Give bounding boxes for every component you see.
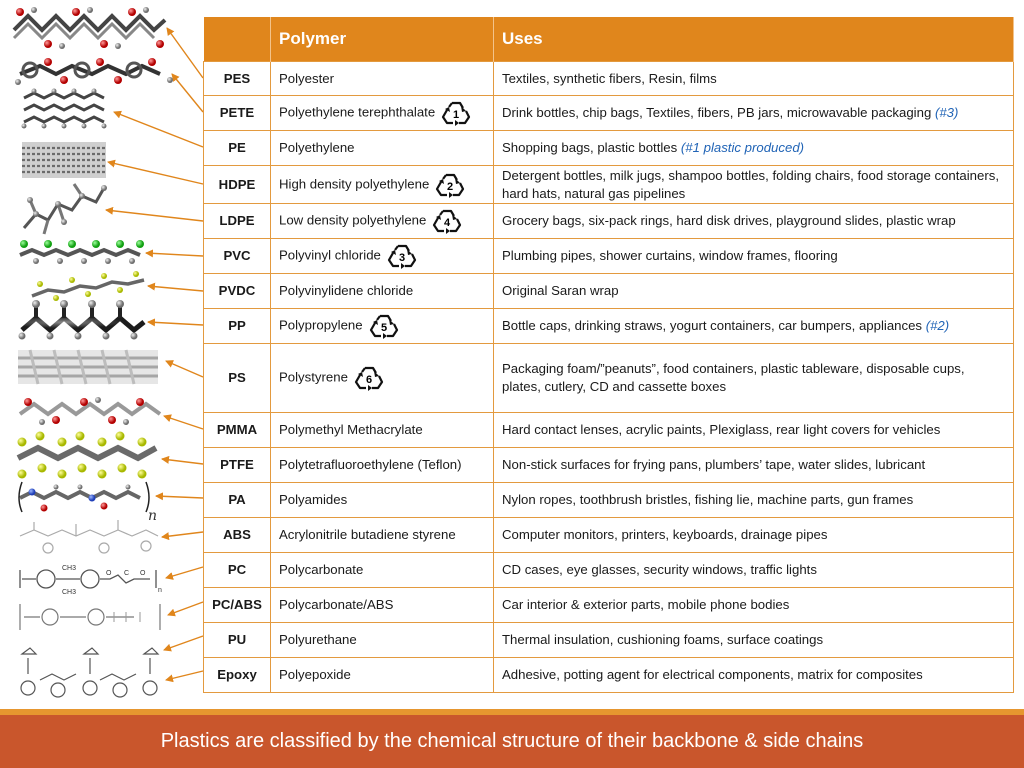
polymer-uses-cell — [494, 553, 1014, 588]
table-body — [204, 62, 1014, 693]
pe-molecule — [22, 89, 107, 129]
polymer-name-cell — [271, 588, 494, 623]
recycle-code-number: 5 — [380, 322, 387, 334]
table-row-pa — [204, 483, 1014, 518]
polymer-name-cell — [271, 518, 494, 553]
polymer-uses-cell — [494, 413, 1014, 448]
footer-text: Plastics are classified by the chemical structure of their backbone & side chains — [160, 730, 864, 752]
table-row-ldpe — [204, 204, 1014, 239]
polymer-abbr: PA — [204, 483, 271, 518]
uses-note: (#1 plastic produced) — [680, 140, 805, 155]
polymer-uses-cell — [494, 96, 1014, 131]
polymer-uses: Computer monitors, printers, keyboards, drainage pipes — [502, 527, 828, 542]
polymer-name-cell — [271, 658, 494, 693]
polymer-abbr: ABS — [204, 518, 271, 553]
recycle-code-number: 2 — [447, 180, 454, 193]
polymer-abbr: PE — [204, 131, 271, 166]
polymer-uses: Packaging foam/”peanuts”, food containers, plastic tableware, disposable cups, plates, cutlery, CD and cassette boxes — [502, 361, 965, 394]
polymer-uses: Non-stick surfaces for frying pans, plumbers’ tape, water slides, lubricant — [502, 457, 926, 472]
polymer-uses: CD cases, eye glasses, security windows, traffic lights — [502, 562, 817, 577]
polymer-uses-cell — [494, 588, 1014, 623]
table-row-pmma — [204, 413, 1014, 448]
table-row-pc-abs — [204, 588, 1014, 623]
polymer-uses-cell — [494, 309, 1014, 344]
polymer-abbr: PP — [204, 309, 271, 344]
table-row-pu — [204, 623, 1014, 658]
pp-molecule — [19, 300, 145, 340]
uses-note: (#2) — [925, 318, 950, 333]
table-row-pvc — [204, 239, 1014, 274]
polymer-abbr: LDPE — [204, 204, 271, 239]
polymer-uses: Textiles, synthetic fibers, Resin, films — [502, 70, 717, 86]
table-row-epoxy — [204, 658, 1014, 693]
polymer-name-cell — [271, 239, 494, 274]
polymer-name: Polypropylene — [279, 317, 363, 333]
polymer-name-cell — [271, 344, 494, 413]
polymer-name: Polyvinylidene chloride — [279, 283, 414, 298]
header-abbr — [204, 17, 271, 62]
table-row-pe — [204, 131, 1014, 166]
polymer-abbr: PC/ABS — [204, 588, 271, 623]
pc-oxygen-b: O — [140, 570, 146, 577]
table-row-pvdc — [204, 274, 1014, 309]
ps-molecule — [18, 350, 158, 384]
polymer-uses-cell — [494, 448, 1014, 483]
polymer-name-cell — [271, 483, 494, 518]
polymer-name-cell — [271, 553, 494, 588]
pa-repeat-label: n — [148, 508, 158, 524]
polymer-uses-cell — [494, 239, 1014, 274]
polymer-uses: Detergent bottles, milk jugs, shampoo bottles, folding chairs, food storage containers, hard hats, natural gas pipelines — [502, 167, 999, 201]
footer-banner — [0, 715, 1024, 768]
polymer-name-cell — [271, 166, 494, 204]
pvdc-molecule — [32, 271, 144, 301]
pa-molecule — [19, 482, 157, 524]
table-row-hdpe — [204, 166, 1014, 204]
polymer-abbr: PES — [204, 62, 271, 96]
table-row-pp — [204, 309, 1014, 344]
polymer-uses: Drink bottles, chip bags, Textiles, fibers, PB jars, microwavable packaging — [502, 105, 932, 120]
polymer-uses-cell — [494, 518, 1014, 553]
polymer-name-cell — [271, 131, 494, 166]
recycle-code-icon — [435, 171, 465, 199]
polymer-name: Polyethylene — [279, 140, 355, 155]
polymer-uses-cell — [494, 344, 1014, 413]
polymer-name: Polyvinyl chloride — [279, 247, 381, 263]
polymer-name: Acrylonitrile butadiene styrene — [279, 527, 456, 542]
pete-molecule — [15, 58, 173, 85]
recycle-code-number: 6 — [365, 374, 372, 386]
polymer-name-cell — [271, 62, 494, 96]
polymer-uses-cell — [494, 204, 1014, 239]
polymer-uses-cell — [494, 166, 1014, 204]
polymer-abbr: PETE — [204, 96, 271, 131]
polymer-name: Polyurethane — [279, 632, 357, 647]
pmma-molecule — [20, 397, 160, 425]
polymer-name-cell — [271, 413, 494, 448]
polymer-uses: Hard contact lenses, acrylic paints, Plexiglass, rear light covers for vehicles — [502, 422, 941, 437]
polymer-uses-cell — [494, 131, 1014, 166]
table-row-abs — [204, 518, 1014, 553]
header-uses: Uses — [494, 17, 1014, 62]
polymer-uses-cell — [494, 658, 1014, 693]
recycle-code-number: 4 — [444, 217, 451, 229]
polymer-uses: Adhesive, potting agent for electrical components, matrix for composites — [502, 667, 923, 682]
table-header-row — [204, 17, 1014, 62]
polymer-name: High density polyethylene — [279, 175, 430, 191]
ldpe-molecule — [24, 184, 107, 234]
recycle-code-number: 3 — [398, 252, 405, 264]
polymer-abbr: PVDC — [204, 274, 271, 309]
ptfe-molecule — [18, 432, 157, 479]
polymer-uses: Bottle caps, drinking straws, yogurt containers, car bumpers, appliances — [502, 318, 923, 333]
polymer-name-cell — [271, 309, 494, 344]
abs-molecule — [20, 520, 158, 553]
recycle-code-icon — [354, 364, 384, 392]
polymer-name: Polycarbonate — [279, 562, 364, 577]
table-row-ps — [204, 344, 1014, 413]
polymer-abbr: PS — [204, 344, 271, 413]
polymer-uses: Shopping bags, plastic bottles — [502, 140, 678, 155]
polymer-table — [203, 17, 1014, 693]
pes-molecule — [14, 7, 165, 49]
polymer-uses-cell — [494, 483, 1014, 518]
header-polymer: Polymer — [271, 17, 494, 62]
molecular-structures-column — [0, 0, 205, 710]
polymer-abbr: Epoxy — [204, 658, 271, 693]
pc-carbon: C — [124, 570, 130, 577]
polymer-abbr: PMMA — [204, 413, 271, 448]
table-row-ptfe — [204, 448, 1014, 483]
recycle-code-icon — [441, 99, 471, 127]
polymer-uses: Plumbing pipes, shower curtains, window frames, flooring — [502, 248, 838, 263]
table-row-pete — [204, 96, 1014, 131]
polymer-uses-cell — [494, 62, 1014, 96]
polymer-uses: Car interior & exterior parts, mobile phone bodies — [502, 597, 790, 612]
polymer-uses: Nylon ropes, toothbrush bristles, fishing lie, machine parts, gun frames — [502, 492, 914, 507]
polymer-name: Polymethyl Methacrylate — [279, 422, 423, 437]
polymer-name: Polystyrene — [279, 369, 348, 385]
polymer-abbr: PU — [204, 623, 271, 658]
polymer-name-cell — [271, 274, 494, 309]
polymer-uses-cell — [494, 274, 1014, 309]
polymer-name: Polycarbonate/ABS — [279, 597, 394, 612]
table-row-pes — [204, 62, 1014, 96]
pc-methyl-bottom: CH3 — [62, 589, 77, 596]
pc-molecule — [20, 565, 162, 596]
polymer-uses: Original Saran wrap — [502, 283, 619, 298]
polymer-uses: Thermal insulation, cushioning foams, surface coatings — [502, 632, 824, 647]
recycle-code-icon — [369, 312, 399, 340]
table-row-pc — [204, 553, 1014, 588]
polymer-name-cell — [271, 204, 494, 239]
recycle-code-icon — [387, 242, 417, 270]
polymer-name: Polytetrafluoroethylene (Teflon) — [279, 457, 462, 472]
recycle-code-number: 1 — [453, 109, 460, 121]
polymer-abbr: PC — [204, 553, 271, 588]
recycle-code-icon — [432, 207, 462, 235]
polymer-name: Low density polyethylene — [279, 212, 427, 228]
pc-abs-molecule — [20, 604, 160, 630]
polymer-name: Polyamides — [279, 492, 348, 507]
polymer-name: Polyester — [279, 70, 334, 86]
polymer-uses-cell — [494, 623, 1014, 658]
polymer-name: Polyepoxide — [279, 667, 351, 682]
polymer-abbr: PVC — [204, 239, 271, 274]
uses-note: (#3) — [934, 105, 959, 120]
polymer-name-cell — [271, 623, 494, 658]
polymer-name-cell — [271, 448, 494, 483]
pvc-molecule — [20, 240, 144, 264]
pc-repeat-n: n — [158, 587, 162, 594]
epoxy-molecule — [21, 648, 158, 697]
polymer-abbr: HDPE — [204, 166, 271, 204]
polymer-name: Polyethylene terephthalate — [279, 104, 436, 120]
polymer-name-cell — [271, 96, 494, 131]
hdpe-molecule — [22, 142, 106, 178]
pc-methyl-top: CH3 — [62, 565, 77, 572]
pc-oxygen-a: O — [106, 570, 112, 577]
polymer-uses: Grocery bags, six-pack rings, hard disk drives, playground slides, plastic wrap — [502, 213, 956, 228]
polymer-abbr: PTFE — [204, 448, 271, 483]
